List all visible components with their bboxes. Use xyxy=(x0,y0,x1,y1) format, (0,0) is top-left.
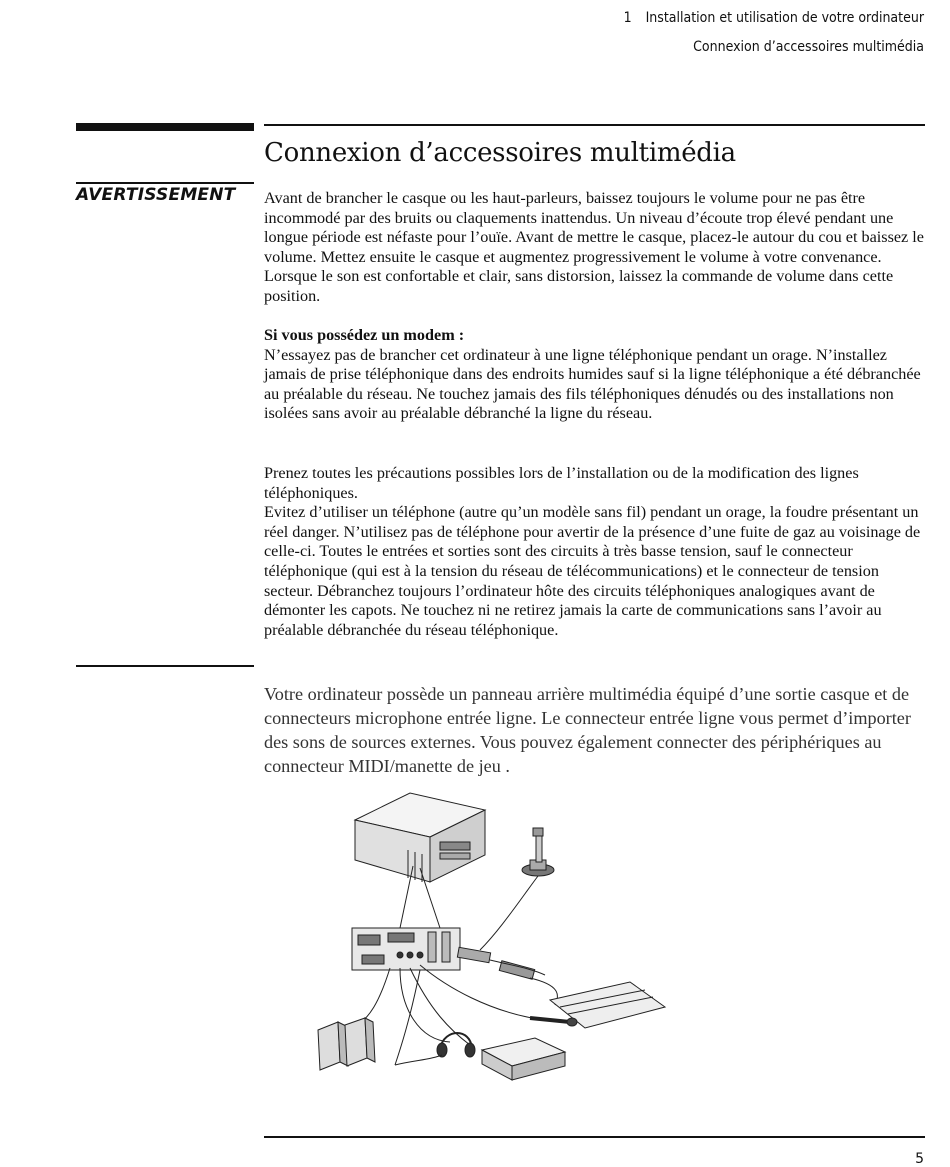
microphone-icon xyxy=(530,1018,577,1026)
phone-precautions-text: Prenez toutes les précautions possibles lors de l’installation ou de la modification des lignes téléphoniques. xyxy=(264,464,859,502)
warning-rule-bottom xyxy=(76,665,254,667)
headphones-icon xyxy=(437,1033,475,1057)
warning-rule-top xyxy=(76,182,254,184)
speakers-icon xyxy=(318,1018,375,1070)
warning-label: AVERTISSEMENT xyxy=(76,185,236,205)
modem-heading: Si vous possédez un modem : xyxy=(264,326,465,344)
cd-player-icon xyxy=(482,1038,565,1080)
multimedia-connections-illustration xyxy=(300,790,700,1090)
section-title: Connexion d’accessoires multimédia xyxy=(264,138,736,168)
modem-text: N’essayez pas de brancher cet ordinateur à une ligne téléphonique pendant un orage. N’installez jamais de prise téléphonique dans des endroits humides sauf si la ligne téléphonique a été débranchée au préalable du réseau. Ne touchez jamais des fils téléphoniques dénudés ou des installations non isolées sans avoir au préalable débranché la ligne du réseau. xyxy=(264,345,921,423)
warning-modem-block xyxy=(264,326,928,424)
warning-text-volume: Avant de brancher le casque ou les haut-parleurs, baissez toujours le volume pour ne pas être incommodé par des bruits ou claquements inattendus. Un niveau d’écoute trop élevé pendant une longue période est néfaste pour l’ouïe. Avant de mettre le casque, placez-le autour du cou et baissez le volume. Mettez ensuite le casque et augmentez progressivement le volume à votre convenance. Lorsque le son est confortable et clair, sans distorsion, laissez la commande de volume dans cette position. xyxy=(264,189,924,305)
heading-rule-left xyxy=(76,123,254,131)
running-header-chapter xyxy=(624,10,924,26)
page-number: 5 xyxy=(915,1151,924,1167)
heading-rule-right xyxy=(264,124,925,126)
rear-panel-closeup-icon xyxy=(352,928,460,970)
chapter-number: 1 xyxy=(623,10,632,26)
joystick-icon xyxy=(522,828,554,876)
warning-paragraph xyxy=(264,189,928,307)
footer-rule xyxy=(264,1136,925,1138)
phone-danger-text: Evitez d’utiliser un téléphone (autre qu’un modèle sans fil) pendant un orage, la foudre présentant un réel danger. N’utilisez pas de téléphone pour avertir de la présence d’une fuite de gaz au voisinage de celle-ci. Toutes le entrées et sorties sont des circuits à très basse tension, sauf le connecteur téléphonique (qui est à la tension du réseau de télécommunications) et le connecteur de tension secteur. Débranchez toujours l’ordinateur hôte des circuits téléphoniques analogiques avant de démonter les capots. Ne touchez ni ne retirez jamais la carte de communications sans l’avoir au préalable débranchée du réseau téléphonique. xyxy=(264,503,921,639)
midi-connector-icon xyxy=(457,947,534,979)
warning-phone-block xyxy=(264,464,928,640)
chapter-title: Installation et utilisation de votre ordinateur xyxy=(645,10,924,26)
intro-paragraph: Votre ordinateur possède un panneau arrière multimédia équipé d’une sortie casque et de connecteurs microphone entrée ligne. Le connecteur entrée ligne vous permet d’importer des sons de sources externes. Vous pouvez également connecter des périphériques au connecteur MIDI/manette de jeu . xyxy=(264,684,911,776)
running-header-section: Connexion d’accessoires multimédia xyxy=(693,39,924,55)
